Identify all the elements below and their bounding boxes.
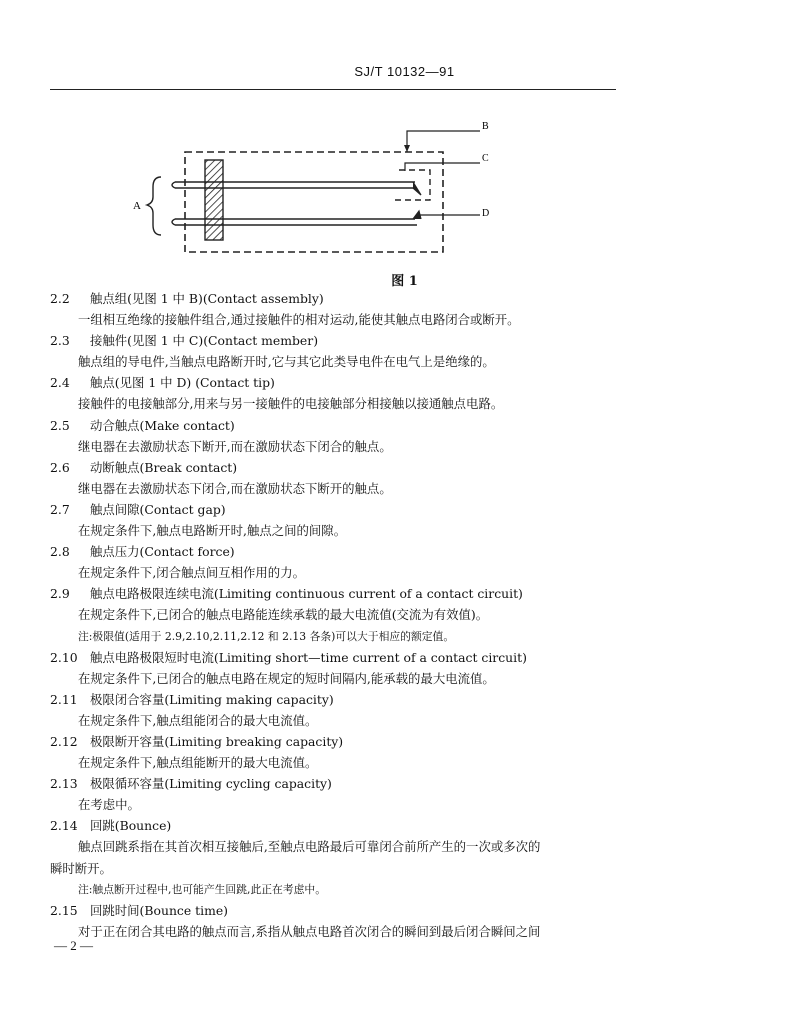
entry-number: 2.14 (50, 818, 78, 834)
entry-title: 回跳(Bounce) (90, 818, 172, 834)
label-a: A (133, 200, 141, 212)
entry-number: 2.5 (50, 417, 70, 433)
entry-title: 接触件(见图 1 中 C)(Contact member) (90, 333, 319, 349)
entry-title: 触点电路极限短时电流(Limiting short—time current of a contact circuit) (90, 649, 527, 665)
insulation-block (205, 160, 223, 240)
entry-note: 注:触点断开过程中,也可能产生回跳,此正在考虑中。 (78, 882, 327, 896)
entry-2-13 (50, 773, 620, 815)
entry-2-8 (50, 541, 620, 583)
entry-number: 2.11 (50, 691, 78, 707)
entry-body: 继电器在去激励状态下断开,而在激励状态下闭合的触点。 (78, 438, 392, 454)
upper-terminal (172, 182, 175, 188)
entry-number: 2.13 (50, 776, 78, 792)
entry-2-10 (50, 647, 620, 689)
entry-body: 在规定条件下,触点电路断开时,触点之间的间隙。 (78, 523, 347, 539)
entry-2-2 (50, 288, 620, 330)
entry-title: 触点压力(Contact force) (90, 544, 235, 560)
entry-title: 触点间隙(Contact gap) (90, 501, 226, 517)
entry-body: 触点回跳系指在其首次相互接触后,至触点电路最后可靠闭合前所产生的一次或多次的 (78, 839, 541, 855)
entry-2-9 (50, 583, 620, 646)
entry-2-7 (50, 499, 620, 541)
entry-title: 动断触点(Break contact) (90, 459, 238, 475)
figure-caption: 图 1 (391, 274, 418, 289)
entry-number: 2.2 (50, 291, 70, 306)
entry-2-6 (50, 457, 620, 499)
entry-title: 极限闭合容量(Limiting making capacity) (90, 691, 334, 707)
brace-a (147, 177, 161, 235)
label-d: D (482, 208, 490, 219)
entry-body: 一组相互绝缘的接触件组合,通过接触件的相对运动,能使其触点电路闭合或断开。 (78, 312, 520, 328)
entry-title: 回跳时间(Bounce time) (90, 902, 228, 918)
label-c: C (482, 153, 489, 164)
entry-body: 在考虑中。 (78, 797, 140, 813)
entry-number: 2.7 (50, 501, 70, 517)
entry-body: 继电器在去激励状态下闭合,而在激励状态下断开的触点。 (78, 480, 392, 496)
entry-number: 2.12 (50, 733, 78, 749)
entry-2-11 (50, 689, 620, 731)
entry-title: 触点电路极限连续电流(Limiting continuous current of a contact circuit) (90, 586, 523, 602)
member-dashed-outline (395, 170, 430, 200)
entry-2-14 (50, 815, 620, 899)
entry-note: 注:极限值(适用于 2.9,2.10,2.11,2.12 和 2.13 各条)可以大于相应的额定值。 (78, 629, 455, 643)
entry-body: 在规定条件下,触点组能断开的最大电流值。 (78, 755, 318, 771)
contact-assembly-figure (125, 115, 525, 260)
entry-body: 触点组的导电件,当触点电路断开时,它与其它此类导电件在电气上是绝缘的。 (78, 354, 495, 370)
entry-body: 在规定条件下,闭合触点间互相作用的力。 (78, 565, 305, 581)
upper-contact-tip (413, 182, 421, 195)
label-b: B (482, 121, 489, 132)
page-number: — 2 — (54, 938, 93, 953)
entry-number: 2.4 (50, 375, 70, 391)
entry-body: 在规定条件下,触点组能闭合的最大电流值。 (78, 712, 318, 728)
entry-number: 2.8 (50, 544, 70, 560)
entry-title: 极限断开容量(Limiting breaking capacity) (90, 733, 344, 749)
header-standard-code: SJ/T 10132—91 (354, 64, 455, 79)
entry-number: 2.6 (50, 459, 70, 475)
entry-number: 2.9 (50, 586, 70, 602)
entry-title: 触点组(见图 1 中 B)(Contact assembly) (90, 291, 324, 306)
entry-title: 极限循环容量(Limiting cycling capacity) (90, 776, 332, 792)
entry-2-12 (50, 731, 620, 773)
entry-body: 在规定条件下,已闭合的触点电路在规定的短时间隔内,能承载的最大电流值。 (78, 670, 495, 686)
entry-number: 2.3 (50, 333, 70, 349)
header-rule (50, 89, 616, 90)
entry-body: 在规定条件下,已闭合的触点电路能连续承载的最大电流值(交流为有效值)。 (78, 607, 489, 623)
entry-body: 对于正在闭合其电路的触点而言,系指从触点电路首次闭合的瞬间到最后闭合瞬间之间 (78, 923, 541, 939)
entry-number: 2.15 (50, 902, 78, 918)
entry-number: 2.10 (50, 649, 78, 665)
entry-2-3 (50, 330, 620, 372)
entry-title: 触点(见图 1 中 D) (Contact tip) (90, 375, 275, 391)
entry-2-4 (50, 372, 620, 414)
definitions-list (50, 288, 620, 942)
leader-b (407, 131, 480, 152)
entry-body: 接触件的电接触部分,用来与另一接触件的电接触部分相接触以接通触点电路。 (78, 396, 504, 412)
entry-2-5 (50, 415, 620, 457)
lower-terminal (172, 219, 175, 225)
entry-body-continued: 瞬时断开。 (50, 860, 112, 876)
entry-2-15 (50, 900, 620, 942)
entry-title: 动合触点(Make contact) (90, 417, 235, 433)
